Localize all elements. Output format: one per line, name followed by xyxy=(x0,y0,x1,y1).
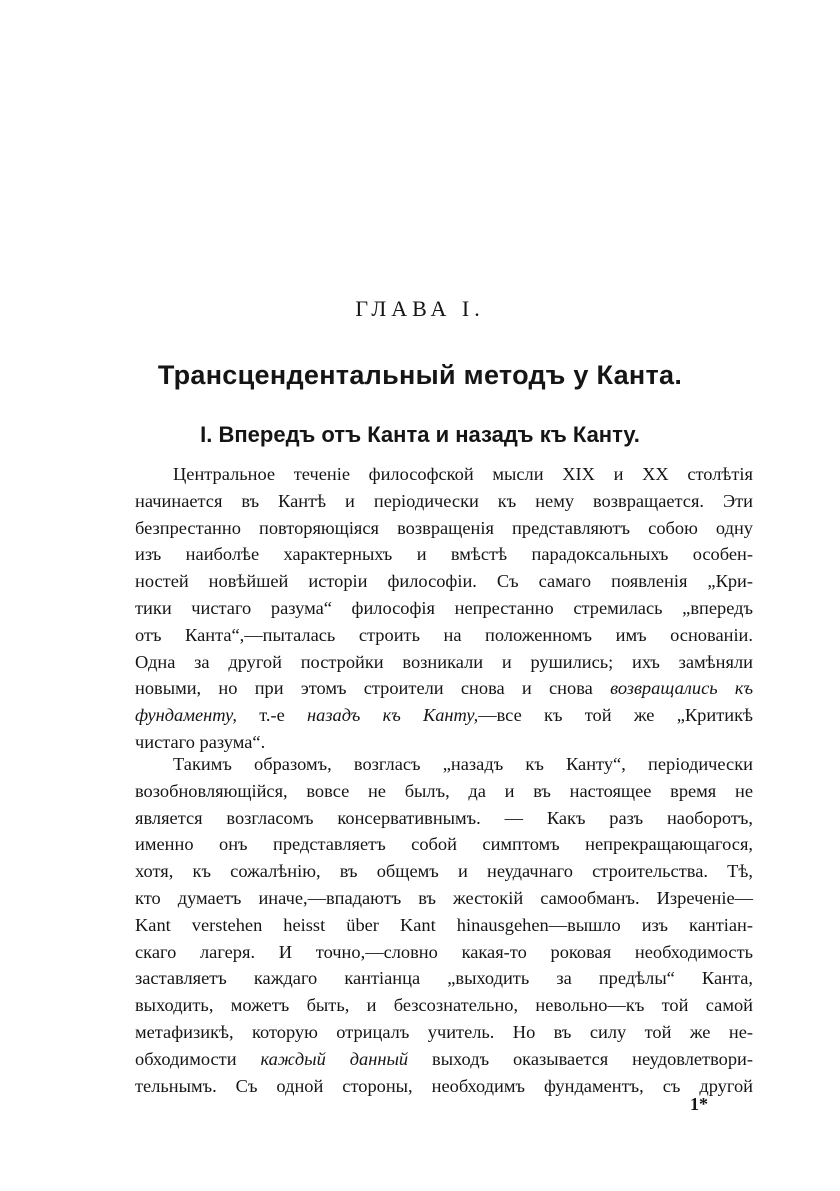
text-line xyxy=(135,675,753,702)
italic-phrase: фундаменту, xyxy=(135,705,237,726)
text-line: кто думаетъ иначе,—впадаютъ въ жестокій самообманъ. Изреченіе— xyxy=(135,887,753,908)
text-line: ностей новѣйшей исторіи философіи. Съ самаго появленія „Кри- xyxy=(135,571,753,592)
text-line: отъ Канта“,—пыталась строить на положенномъ имъ основаніи. xyxy=(135,624,753,645)
text-line: метафизикѣ, которую отрицалъ учитель. Но въ силу той же не- xyxy=(135,1021,753,1042)
paragraph-1 xyxy=(135,461,753,756)
text-line: хотя, къ сожалѣнію, въ общемъ и неудачнаго строительства. Тѣ, xyxy=(135,861,753,882)
text-line: Центральное теченіе философской мысли XIX и XX столѣтія xyxy=(173,464,753,484)
italic-phrase: назадъ къ Канту, xyxy=(307,705,479,726)
paragraph-2 xyxy=(135,751,753,1099)
chapter-label: ГЛАВА I. xyxy=(355,296,485,321)
text-line: скаго лагеря. И точно,—словно какая-то роковая необходимость xyxy=(135,941,753,962)
text-line: Kant verstehen heisst über Kant hinausgehen—вышло изъ кантіан- xyxy=(135,914,753,935)
text-line: изъ наиболѣе характерныхъ и вмѣстѣ парадоксальныхъ особен- xyxy=(135,544,753,565)
text-line: заставляетъ каждаго кантіанца „выходить за предѣлы“ Канта, xyxy=(135,968,753,989)
text-line: тики чистаго разума“ философія непрестанно стремилась „впередъ xyxy=(135,597,753,618)
text-run: обходимости xyxy=(135,1048,261,1069)
section-title: I. Впередъ отъ Канта и назадъ къ Канту. xyxy=(200,422,640,447)
italic-phrase: возвращались къ xyxy=(610,678,753,699)
text-line: именно онъ представляетъ собой симптомъ непрекращающагося, xyxy=(135,834,753,855)
text-line: Такимъ образомъ, возгласъ „назадъ къ Канту“, періодически xyxy=(173,754,753,774)
text-run: —все къ той же „Критикѣ xyxy=(478,705,754,726)
text-line: выходить, можетъ быть, и безсознательно, невольно—къ той самой xyxy=(135,995,753,1016)
chapter-title: Трансцендентальный методъ у Канта. xyxy=(157,360,683,390)
text-line: начинается въ Кантѣ и періодически къ нему возвращается. Эти xyxy=(135,490,753,511)
text-line: Одна за другой постройки возникали и рушились; ихъ замѣняли xyxy=(135,651,753,672)
text-line: возобновляющійся, вовсе не былъ, да и въ настоящее время не xyxy=(135,780,753,801)
italic-phrase: каждый данный xyxy=(260,1048,409,1069)
page-number: 1* xyxy=(690,1094,708,1114)
text-line: является возгласомъ консервативнымъ. — Какъ разъ наоборотъ, xyxy=(135,807,753,828)
text-run: новыми, но при этомъ строители снова и снова xyxy=(135,678,611,699)
text-run: выходъ оказывается неудовлетвори- xyxy=(408,1048,753,1069)
text-run: т.-е xyxy=(236,705,308,726)
text-line xyxy=(135,1046,753,1073)
text-line: тельнымъ. Съ одной стороны, необходимъ фундаментъ, съ другой xyxy=(135,1075,753,1096)
text-line xyxy=(135,702,753,729)
text-line: безпрестанно повторяющіяся возвращенія представляютъ собою одну xyxy=(135,517,753,538)
text-line: чистаго разума“. xyxy=(135,731,266,752)
